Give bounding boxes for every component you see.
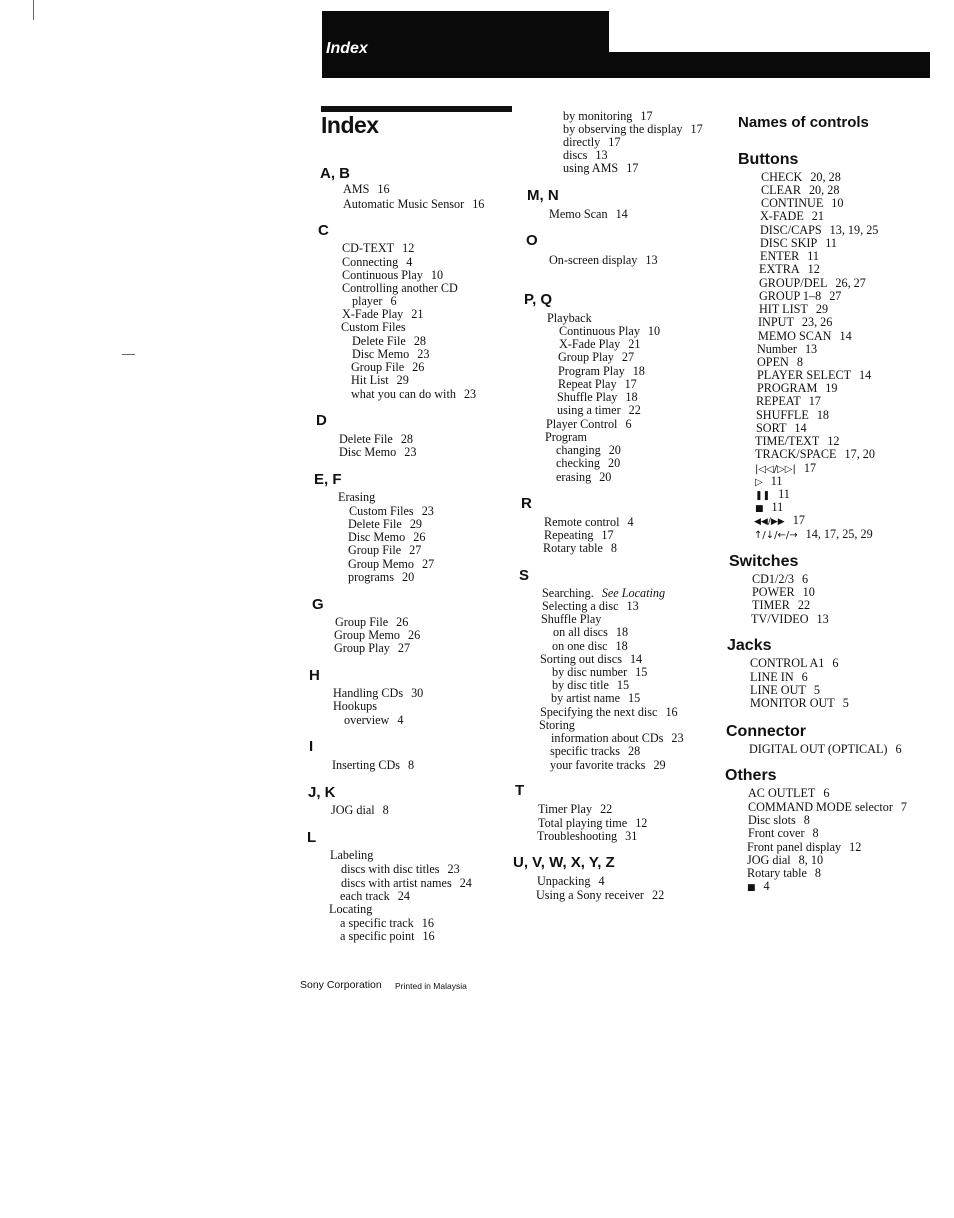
play-icon: ▷ — [755, 477, 763, 488]
index-entry: On-screen display 13 — [549, 253, 658, 267]
index-entry: CONTINUE 10 — [761, 196, 844, 210]
letter-heading-s: S — [519, 567, 530, 584]
index-entry: Connecting 4 — [342, 255, 413, 269]
index-entry: Repeating 17 — [544, 528, 614, 542]
index-entry: REPEAT 17 — [756, 394, 821, 408]
index-entry: checking 20 — [556, 456, 621, 470]
index-entry: information about CDs 23 — [551, 731, 684, 745]
index-entry: CHECK 20, 28 — [761, 170, 841, 184]
index-entry: by artist name 15 — [551, 691, 641, 705]
section-heading-jacks: Jacks — [727, 637, 772, 654]
index-entry: Unpacking 4 — [537, 874, 605, 888]
index-entry: Selecting a disc 13 — [542, 599, 639, 613]
index-entry: MEMO SCAN 14 — [758, 329, 852, 343]
index-entry: Program — [545, 430, 587, 444]
letter-heading-r: R — [521, 495, 532, 512]
index-entry: on one disc 18 — [552, 639, 628, 653]
index-entry: X-Fade Play 21 — [342, 307, 424, 321]
index-entry: Delete File 29 — [348, 517, 422, 531]
index-entry: Continuous Play 10 — [559, 324, 661, 338]
index-entry: Program Play 18 — [558, 364, 645, 378]
index-entry: your favorite tracks 29 — [550, 758, 666, 772]
index-entry: by observing the display 17 — [563, 122, 703, 136]
index-entry: Troubleshooting 31 — [537, 829, 638, 843]
letter-heading-jk: J, K — [308, 784, 336, 801]
index-entry: Group Memo 26 — [334, 628, 421, 642]
index-entry: ↑/↓/←/→ 14, 17, 25, 29 — [754, 527, 873, 541]
index-entry: Using a Sony receiver 22 — [536, 888, 665, 902]
index-entry: CONTROL A1 6 — [750, 656, 839, 670]
index-entry: Custom Files 23 — [349, 504, 434, 518]
page-title: Index — [321, 112, 379, 138]
index-entry: directly 17 — [563, 135, 621, 149]
index-entry: Front panel display 12 — [747, 840, 862, 854]
index-entry: TIMER 22 — [752, 598, 811, 612]
index-entry: Automatic Music Sensor 16 — [343, 197, 485, 211]
index-entry: by disc title 15 — [552, 678, 630, 692]
index-entry: Disc Memo 23 — [339, 445, 417, 459]
index-entry: a specific point 16 — [340, 929, 435, 943]
index-entry: Rotary table 8 — [747, 866, 821, 880]
index-entry: each track 24 — [340, 889, 410, 903]
index-entry: Labeling — [330, 848, 374, 862]
letter-heading-i: I — [309, 738, 314, 755]
index-entry: OPEN 8 — [757, 355, 803, 369]
index-entry: discs with artist names 24 — [341, 876, 472, 890]
skip-icon: |◁◁/▷▷| — [755, 464, 796, 475]
index-entry: COMMAND MODE selector 7 — [748, 800, 907, 814]
index-entry: AC OUTLET 6 — [748, 786, 830, 800]
index-entry: Hookups — [333, 699, 378, 713]
letter-heading-pq: P, Q — [524, 291, 553, 308]
index-entry: Delete File 28 — [339, 432, 413, 446]
index-entry: discs with disc titles 23 — [341, 862, 460, 876]
index-entry: Group Play 27 — [558, 350, 635, 364]
pause-icon: ❚❚ — [755, 491, 771, 501]
header-bar-right — [322, 52, 930, 78]
index-entry: Storing — [539, 718, 575, 732]
index-entry: on all discs 18 — [553, 625, 629, 639]
index-entry: |◁◁/▷▷| 17 — [755, 461, 817, 475]
index-entry: a specific track 16 — [340, 916, 434, 930]
index-entry: PLAYER SELECT 14 — [757, 368, 872, 382]
scan-mark — [122, 354, 135, 355]
index-entry: LINE OUT 5 — [750, 683, 820, 697]
letter-heading-c: C — [318, 222, 329, 239]
index-entry: CLEAR 20, 28 — [761, 183, 840, 197]
index-entry: Repeat Play 17 — [558, 377, 637, 391]
section-heading-others: Others — [725, 767, 777, 784]
letter-heading-d: D — [316, 412, 327, 429]
index-entry: Searching. See Locating — [542, 586, 666, 600]
arrow-keys-icon: ↑/↓/←/→ — [754, 530, 798, 541]
index-entry: DIGITAL OUT (OPTICAL) 6 — [749, 742, 902, 756]
index-entry: Number 13 — [757, 342, 818, 356]
index-entry: Custom Files — [341, 320, 406, 334]
letter-heading-uz: U, V, W, X, Y, Z — [513, 854, 615, 871]
index-entry: by disc number 15 — [552, 665, 648, 679]
names-of-controls-title: Names of controls — [738, 114, 869, 131]
index-entry: erasing 20 — [556, 470, 612, 484]
rewind-forward-icon: ◀◀/▶▶ — [754, 517, 785, 527]
index-entry: Player Control 6 — [546, 417, 632, 431]
index-entry: DISC SKIP 11 — [760, 236, 837, 250]
letter-heading-o: O — [526, 232, 538, 249]
index-entry: Memo Scan 14 — [549, 207, 628, 221]
index-entry: INPUT 23, 26 — [758, 315, 833, 329]
index-entry: what you can do with 23 — [351, 387, 477, 401]
index-entry: GROUP 1–8 27 — [759, 289, 842, 303]
index-entry: Specifying the next disc 16 — [540, 705, 678, 719]
index-entry: Inserting CDs 8 — [332, 758, 415, 772]
index-entry: Remote control 4 — [544, 515, 634, 529]
section-heading-connector: Connector — [726, 723, 806, 740]
letter-heading-l: L — [307, 829, 317, 846]
index-entry: Group Play 27 — [334, 641, 411, 655]
index-entry: AMS 16 — [343, 182, 390, 196]
index-entry: TRACK/SPACE 17, 20 — [755, 447, 875, 461]
index-entry: Group File 26 — [335, 615, 409, 629]
index-entry: CD1/2/3 6 — [752, 572, 809, 586]
letter-heading-t: T — [515, 782, 525, 799]
index-entry: player 6 — [352, 294, 397, 308]
index-entry: ■ 4 — [747, 879, 770, 893]
index-entry: Locating — [329, 902, 373, 916]
index-entry: ENTER 11 — [760, 249, 820, 263]
index-entry: HIT LIST 29 — [759, 302, 829, 316]
stop-icon: ■ — [755, 504, 764, 514]
index-entry: programs 20 — [348, 570, 415, 584]
index-entry: Front cover 8 — [748, 826, 819, 840]
index-entry: ▷ 11 — [755, 474, 783, 488]
index-entry: Group File 26 — [351, 360, 425, 374]
index-entry: changing 20 — [556, 443, 621, 457]
index-entry: Rotary table 8 — [543, 541, 617, 555]
index-entry: LINE IN 6 — [750, 670, 808, 684]
index-entry: Playback — [547, 311, 592, 325]
index-entry: TV/VIDEO 13 — [751, 612, 829, 626]
index-entry: ❚❚ 11 — [755, 487, 790, 501]
stop-icon: ■ — [747, 883, 756, 893]
letter-heading-mn: M, N — [527, 187, 559, 204]
index-entry: specific tracks 28 — [550, 744, 641, 758]
section-heading-buttons: Buttons — [738, 151, 799, 168]
scan-mark — [33, 0, 34, 20]
index-entry: JOG dial 8, 10 — [747, 853, 824, 867]
index-entry: Hit List 29 — [351, 373, 409, 387]
letter-heading-g: G — [312, 596, 324, 613]
index-entry: Disc Memo 26 — [348, 530, 426, 544]
index-entry: PROGRAM 19 — [757, 381, 838, 395]
index-entry: SORT 14 — [756, 421, 807, 435]
index-entry: JOG dial 8 — [331, 803, 389, 817]
index-entry: Delete File 28 — [352, 334, 426, 348]
index-entry: by monitoring 17 — [563, 109, 653, 123]
letter-heading-ef: E, F — [314, 471, 342, 488]
index-entry: overview 4 — [344, 713, 404, 727]
index-entry: Total playing time 12 — [538, 816, 648, 830]
index-entry: Group File 27 — [348, 543, 422, 557]
letter-heading-ab: A, B — [320, 165, 350, 182]
index-entry: X-FADE 21 — [760, 209, 824, 223]
index-entry: SHUFFLE 18 — [756, 408, 830, 422]
index-entry: DISC/CAPS 13, 19, 25 — [760, 223, 879, 237]
header-title: Index — [326, 40, 368, 57]
index-entry: discs 13 — [563, 148, 608, 162]
footer-printed: Printed in Malaysia — [395, 981, 467, 991]
index-entry: CD-TEXT 12 — [342, 241, 415, 255]
index-entry: Handling CDs 30 — [333, 686, 424, 700]
index-entry: Disc Memo 23 — [352, 347, 430, 361]
index-entry: ◀◀/▶▶ 17 — [754, 513, 805, 527]
index-entry: EXTRA 12 — [759, 262, 820, 276]
index-entry: Group Memo 27 — [348, 557, 435, 571]
index-entry: GROUP/DEL 26, 27 — [759, 276, 866, 290]
index-entry: MONITOR OUT 5 — [750, 696, 849, 710]
letter-heading-h: H — [309, 667, 320, 684]
index-entry: Sorting out discs 14 — [540, 652, 643, 666]
index-entry: Disc slots 8 — [748, 813, 810, 827]
index-entry: Continuous Play 10 — [342, 268, 444, 282]
index-entry: Timer Play 22 — [538, 802, 613, 816]
index-entry: Erasing — [338, 490, 376, 504]
index-entry: Shuffle Play 18 — [557, 390, 638, 404]
section-heading-switches: Switches — [729, 553, 799, 570]
index-entry: using AMS 17 — [563, 161, 639, 175]
index-entry: TIME/TEXT 12 — [755, 434, 840, 448]
index-entry: using a timer 22 — [557, 403, 641, 417]
index-entry: X-Fade Play 21 — [559, 337, 641, 351]
footer-company: Sony Corporation — [300, 979, 382, 991]
index-entry: Shuffle Play — [541, 612, 602, 626]
index-entry: POWER 10 — [752, 585, 815, 599]
index-entry: Controlling another CD — [342, 281, 458, 295]
index-entry: ■ 11 — [755, 500, 784, 514]
